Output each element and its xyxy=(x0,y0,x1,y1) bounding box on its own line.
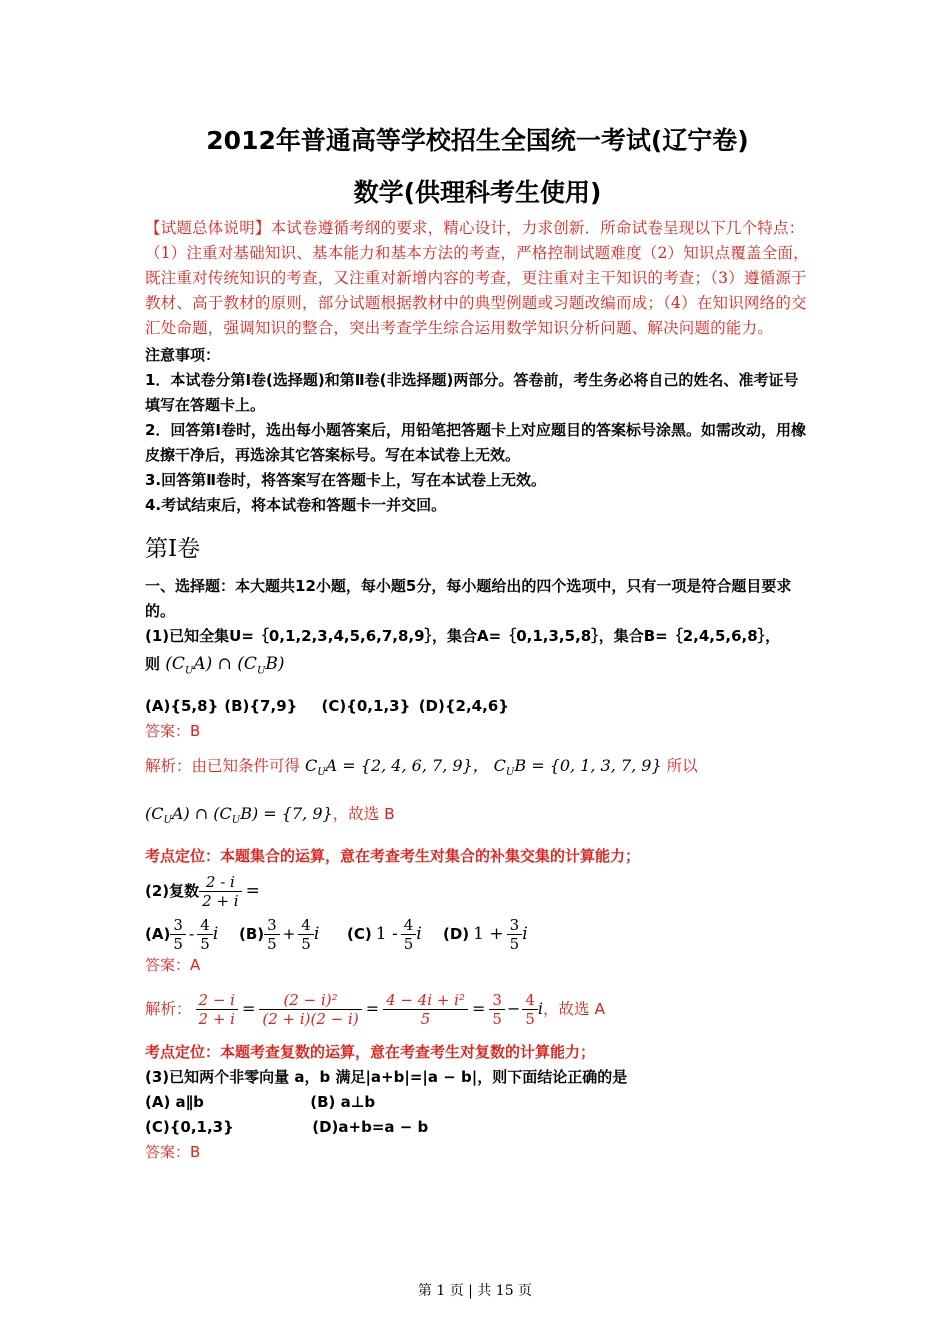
notice-heading: 注意事项： xyxy=(145,346,221,364)
q3-answer: 答案：B xyxy=(145,1142,201,1161)
exam-subtitle: 数学(供理科考生使用) xyxy=(353,178,602,207)
q1-expression: $(C_UA)$ ∩ $(C_UB)$ xyxy=(165,654,285,677)
section-heading: 第Ⅰ卷 xyxy=(145,536,201,562)
q2-knowledge-point: 考点定位：本题考查复数的运算，意在考查考生对复数的计算能力； xyxy=(145,1042,596,1061)
q3-option-b: (B) a⊥b xyxy=(310,1092,376,1111)
q3-option-d: (D)a+b=a − b xyxy=(312,1117,429,1136)
q1-option-a: (A){5,8} xyxy=(145,697,219,716)
q3-option-a: (A) a∥b xyxy=(145,1092,204,1111)
overall-description: 【试题总体说明】本试卷遵循考纲的要求，精心设计，力求创新．所命试卷呈现以下几个特点：（1）注重对基础知识、基本能力和基本方法的考查，严格控制试题难度（2）知识点覆盖全面，既注重对传统知识的考查，又注重对新增内容的考查，更注重对主干知识的考查；（3）遵循源于教材、高于教材的原则，部分试题根据教材中的典型例题或习题改编而成；（4）在知识网络的交汇处命题，强调知识的整合，突出考查学生综合运用数学知识分析问题、解决问题的能力。 xyxy=(145,219,809,337)
q2-stem: (2)复数 $\frac{2 - i}{2 + i}$ = xyxy=(145,872,260,910)
q1-options xyxy=(145,694,810,719)
q3-option-c: (C){0,1,3} xyxy=(145,1117,234,1136)
q1-knowledge-point: 考点定位：本题集合的运算，意在考查考生对集合的补集交集的计算能力； xyxy=(145,846,641,865)
q1-stem: (1)已知全集U=｛0,1,2,3,4,5,6,7,8,9｝，集合A=｛0,1,3,5,8｝，集合B=｛2,4,5,6,8｝， xyxy=(145,627,781,645)
q1-option-b: (B){7,9} xyxy=(224,697,298,716)
section-instruction: 一、选择题：本大题共12小题，每小题5分，每小题给出的四个选项中，只有一项是符合题目要求的。 xyxy=(145,577,792,620)
notice-item-2: 2．回答第Ⅰ卷时，选出每小题答案后，用铅笔把答题卡上对应题目的答案标号涂黑。如需改动，用橡皮擦干净后，再选涂其它答案标号。写在本试卷上无效。 xyxy=(145,421,807,464)
q1-complement-b: $C_UB = \{0$, 1, 3, 7, 9} xyxy=(493,756,662,779)
q1-then-label: 则 xyxy=(145,655,161,673)
q2-option-b: (B) $\frac{3}{5}$ + $\frac{4}{5}$ i xyxy=(239,915,320,953)
notice-item-3: 3.回答第Ⅱ卷时，将答案写在答题卡上，写在本试卷上无效。 xyxy=(145,471,547,489)
q1-stem-expression xyxy=(145,649,810,686)
q3-options-row1 xyxy=(145,1090,810,1115)
q1-option-d: (D){2,4,6} xyxy=(418,697,509,716)
q2-options xyxy=(145,916,810,953)
page-footer: 第 1 页 | 共 15 页 xyxy=(417,1283,533,1299)
q1-result: $(C_UA)$ ∩ $(C_UB) = \{7$, 9}，故选 B xyxy=(145,803,395,826)
exam-title: 2012年普通高等学校招生全国统一考试(辽宁卷) xyxy=(206,126,749,155)
q1-result-expression: $(C_UA)$ ∩ $(C_UB) = \{7$, 9} xyxy=(145,803,333,826)
q2-option-a: (A) $\frac{3}{5}$ - $\frac{4}{5}$ i xyxy=(145,915,219,953)
notice-item-4: 4.考试结束后，将本试卷和答题卡一并交回。 xyxy=(145,496,447,514)
q2-answer: 答案：A xyxy=(145,955,201,974)
notice-item-1: 1．本试卷分第Ⅰ卷(选择题)和第Ⅱ卷(非选择题)两部分。答卷前，考生务必将自己的姓名、准考证号填写在答题卡上。 xyxy=(145,371,799,414)
q3-stem: (3)已知两个非零向量 a，b 满足|a+b|=|a − b|，则下面结论正确的是 xyxy=(145,1067,628,1086)
q2-analysis: 解析： $\frac{2 - i}{2 + i}$ = $\frac{\text{(2 − i)²}}{(2 + i)(2 - i)}$ = $\frac{\text{4 − 4i + i²}}{5}$ = $\frac{3}{5}$ − $\frac{4}{5}$ i ，故选 A xyxy=(145,990,606,1028)
q1-complement-a: $C_UA = \{2$, 4, 6, 7, 9}， xyxy=(304,756,489,779)
page-content xyxy=(145,118,810,1164)
q2-fraction: $\frac{2 - i}{2 + i}$ xyxy=(199,873,241,910)
q1-option-c: (C){0,1,3} xyxy=(321,697,411,716)
q1-answer: 答案：B xyxy=(145,722,201,741)
q3-options-row2 xyxy=(145,1115,810,1140)
q2-option-d: (D) 1 + $\frac{3}{5}$ i xyxy=(443,915,528,953)
q1-analysis: 解析：由已知条件可得 $C_UA = \{2$, 4, 6, 7, 9}， $C_UB = \{0$, 1, 3, 7, 9} 所以 xyxy=(145,756,698,779)
q2-option-c: (C) 1 - $\frac{4}{5}$ i xyxy=(347,915,422,953)
